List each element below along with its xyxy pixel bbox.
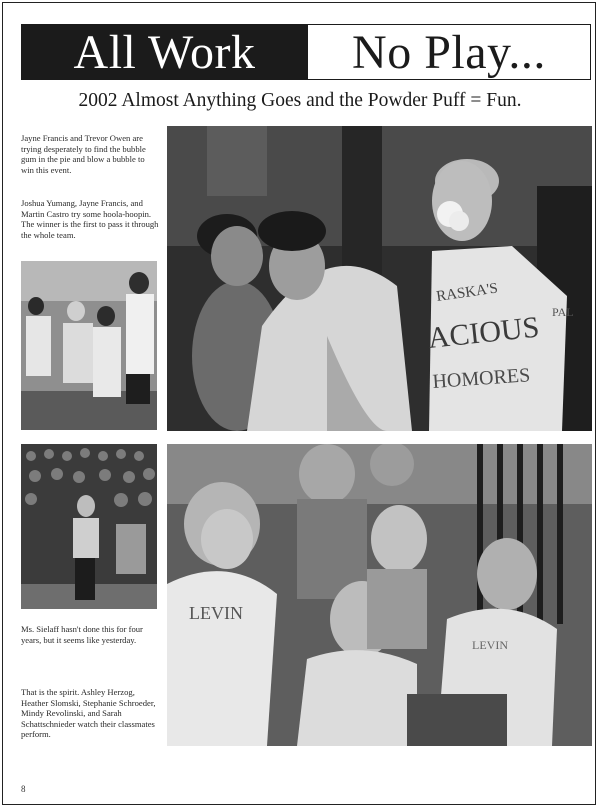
photo-shirt-levin: LEVIN — [189, 603, 243, 623]
svg-text:ACIOUS: ACIOUS — [426, 310, 541, 355]
caption-bubble-gum: Jayne Francis and Trevor Owen are trying desperately to find the bubble gum in the pie and blow a bubble to win this event. — [21, 133, 146, 175]
page-subtitle: 2002 Almost Anything Goes and the Powder Puff = Fun. — [78, 90, 522, 111]
caption-spirit: That is the spirit. Ashley Herzog, Heather Slomski, Stephanie Schroeder, Mindy Revolinski, and Sarah Schattschnieder watch their classmates perform. — [21, 687, 156, 739]
svg-text:HOMORES: HOMORES — [431, 364, 531, 393]
caption-hoola-hoop: Joshua Yumang, Jayne Francis, and Martin Castro try some hoola-hoopin. The winner is the first to pass it through the whole team. — [21, 198, 159, 240]
photo-pie-eating — [167, 126, 592, 431]
page-number: 8 — [21, 784, 26, 794]
photo-shirt-side: PAL — [552, 305, 574, 319]
photo-spectators — [167, 444, 592, 746]
photo-shirt-levin-2: LEVIN — [472, 638, 508, 652]
title-all-work: All Work — [21, 24, 308, 80]
title-no-play: No Play... — [308, 24, 591, 80]
photo-hoola-hoop — [21, 261, 157, 430]
photo-shirt-text: RASKA'S — [435, 280, 499, 305]
caption-sielaff: Ms. Sielaff hasn't done this for four years, but it seems like yesterday. — [21, 624, 143, 645]
photo-sielaff — [21, 444, 157, 609]
